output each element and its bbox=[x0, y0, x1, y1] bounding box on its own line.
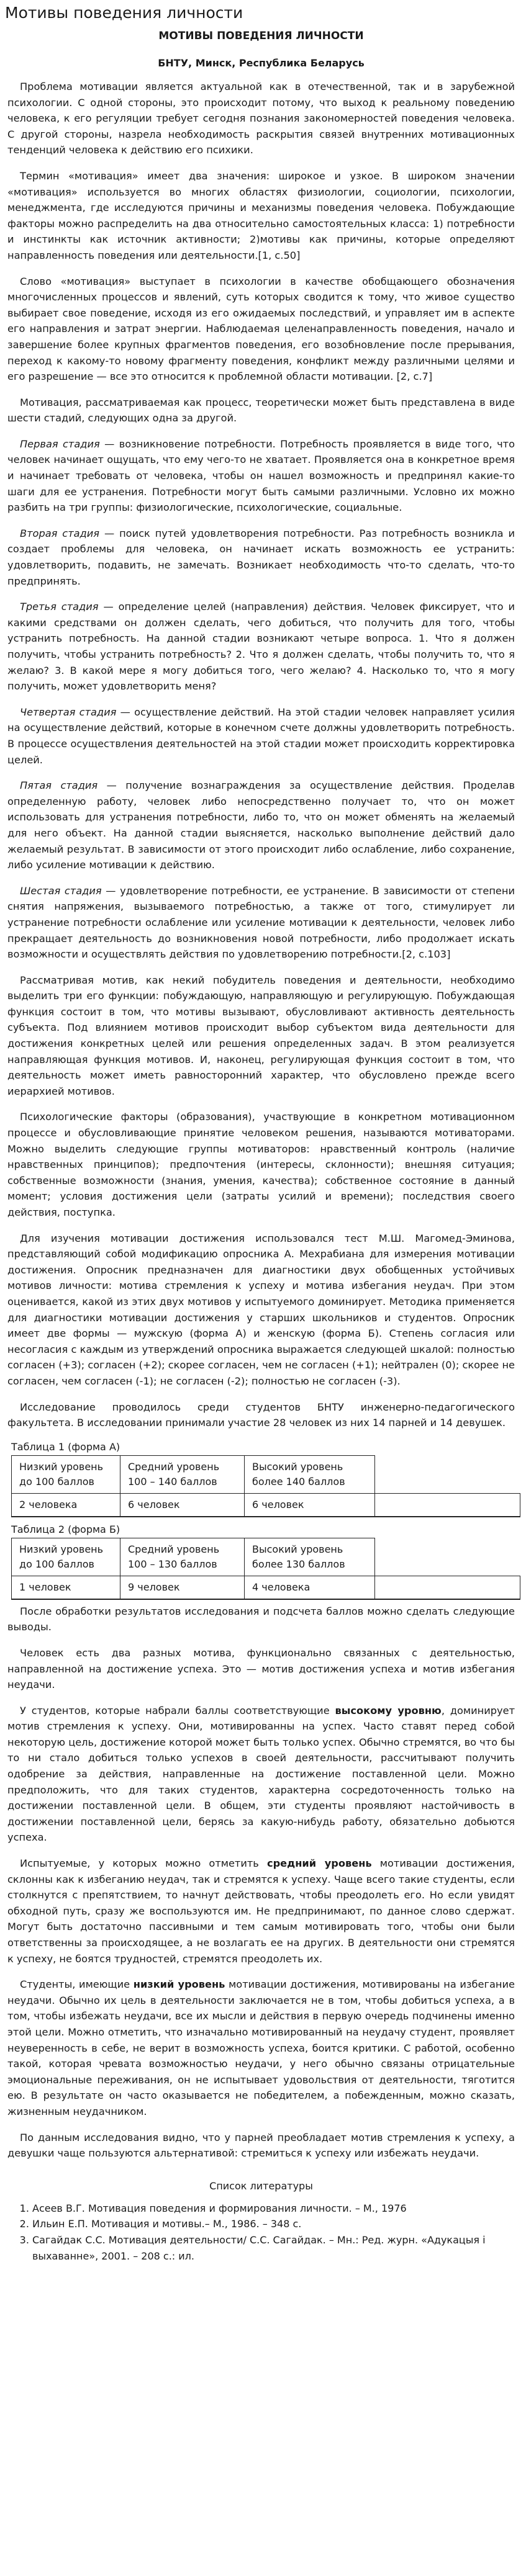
table-header-cell: Высокий уровень более 140 баллов bbox=[245, 1455, 375, 1493]
table-cell: 9 человек bbox=[120, 1576, 245, 1599]
table-empty-cell bbox=[375, 1455, 520, 1493]
highlight-level: низкий уровень bbox=[133, 1978, 225, 1991]
table-cell: 6 человек bbox=[245, 1493, 375, 1517]
article-affiliation: БНТУ, Минск, Республика Беларусь bbox=[158, 57, 365, 69]
paragraph: По данным исследования видно, что у парней преобладает мотив стремления к успеху, а девушки чаще пользуются альтернативой: стремиться к успеху или избежать неудачи. bbox=[7, 2131, 515, 2160]
reference-item: 3. Сагайдак С.С. Мотивация деятельности/ С.С. Сагайдак. – Мн.: Ред. журн. «Адукацыя і выхаванне», 2001. – 208 с.: ил. bbox=[32, 2232, 515, 2264]
stage-lead: Первая стадия bbox=[20, 438, 100, 450]
paragraph: После обработки результатов исследования и подсчета баллов можно сделать следующие выводы. bbox=[7, 1605, 515, 1633]
reference-item: 2. Ильин Е.П. Мотивация и мотивы.– М., 1986. – 348 с. bbox=[32, 2216, 515, 2232]
stage-paragraph: Вторая стадия — поиск путей удовлетворения потребности. Раз потребность возникла и создает проблемы для человека, он начинает искать возможность ее устранить: удовлетворить, подавить, не замечать. Возникает необходимость что-то сделать, что-то предпринять. bbox=[7, 527, 515, 587]
stage-paragraph: Третья стадия — определение целей (направления) действия. Человек фиксирует, что и какими средствами он должен сделать, чего добиться, что получить для того, чтобы устранить потребность. На данной стадии возникают четыре вопроса. 1. Что я должен получить, чтобы устранить потребность? 2. Что я должен сделать, чтобы получить то, что я желаю? 3. В какой мере я могу добиться того, чего желаю? 4. Насколько то, что я могу получить, может удовлетворить меня? bbox=[7, 601, 515, 693]
table-empty-cell bbox=[375, 1538, 520, 1576]
table-1 bbox=[11, 1455, 520, 1517]
table-row bbox=[12, 1576, 520, 1599]
stage-paragraph: Первая стадия — возникновение потребности. Потребность проявляется в виде того, что человек начинает ощущать, что ему чего-то не хватает. Проявляется она в конкретное время и начинает требовать от человека, чтобы он нашел возможность и предпринял какие-то шаги для ее устранения. Потребности могут быть самыми различными. Условно их можно разбить на три группы: физиологические, психологические, социальные. bbox=[7, 438, 515, 514]
stage-paragraph: Пятая стадия — получение вознаграждения за осуществление действия. Проделав определенную работу, человек либо непосредственно получает то, что он может использовать для устранения потребности, либо то, что он может обменять на желаемый для него объект. На данной стадии выясняется, насколько выполнение действий дало желаемый результат. В зависимости от этого происходит либо ослабление, либо сохранение, либо усиление мотивации к действию. bbox=[7, 779, 515, 871]
article bbox=[0, 24, 526, 2264]
paragraph: Для изучения мотивации достижения использовался тест М.Ш. Магомед-Эминова, представляющий собой модификацию опросника А. Мехрабиана для измерения мотивации достижения. Опросник предназначен для диагностики двух обобщенных устойчивых мотивов личности: мотива стремления к успеху и мотива избегания неудач. При этом оценивается, какой из этих двух мотивов у испытуемого доминирует. Методика применяется для диагностики мотивации достижения у старших школьников и студентов. Опросник имеет две формы — мужскую (форма А) и женскую (форма Б). Степень согласия или несогласия с каждым из утверждений опросника выражается следующей шкалой: полностью согласен (+3); согласен (+2); скорее согласен, чем не согласен (+1); нейтрален (0); скорее не согласен, чем согласен (-1); не согласен (-2); полностью не согласен (-3). bbox=[7, 1232, 515, 1387]
paragraph: Мотивация, рассматриваемая как процесс, теоретически может быть представлена в виде шести стадий, следующих одна за другой. bbox=[7, 396, 515, 424]
paragraph: Исследование проводилось среди студентов БНТУ инженерно-педагогического факультета. В исследовании принимали участие 28 человек из них 14 парней и 14 девушек. bbox=[7, 1401, 515, 1429]
table-cell: 1 человек bbox=[12, 1576, 120, 1599]
highlight-level: средний уровень bbox=[267, 1857, 372, 1870]
table-cell: 2 человека bbox=[12, 1493, 120, 1517]
table-cell: 4 человека bbox=[245, 1576, 375, 1599]
table-2-caption: Таблица 2 (форма Б) bbox=[11, 1523, 120, 1535]
table-2 bbox=[11, 1538, 520, 1600]
table-row bbox=[12, 1493, 520, 1517]
reference-item: 1. Асеев В.Г. Мотивация поведения и формирования личности. – М., 1976 bbox=[32, 2201, 515, 2217]
table-1-caption: Таблица 1 (форма А) bbox=[11, 1440, 120, 1453]
paragraph: Студенты, имеющие низкий уровень мотивации достижения, мотивированы на избегание неудачи. Обычно их цель в деятельности заключается не в том, чтобы добиться успеха, а в том, чтобы избежать неудачи, все их мысли и действия в первую очередь подчинены именно этой цели. Можно отметить, что изначально мотивированный на неудачу студент, проявляет неуверенность в себе, не верит в возможность успеха, боится критики. С работой, особенно такой, которая чревата возможностью неудачи, у него обычно связаны отрицательные эмоциональные переживания, он не испытывает удовольствия от деятельности, тяготится ею. В результате он часто оказывается не победителем, а побежденным, можно сказать, жизненным неудачником. bbox=[7, 1978, 515, 2117]
table-header-cell: Средний уровень 100 – 140 баллов bbox=[120, 1455, 245, 1493]
table-cell: 6 человек bbox=[120, 1493, 245, 1517]
paragraph: Психологические факторы (образования), участвующие в конкретном мотивационном процессе и обусловливающие принятие человеком решения, называются мотиваторами. Можно выделить следующие группы мотиваторов: нравственный контроль (наличие нравственных принципов); предпочтения (интересы, склонности); внешняя ситуация; собственные возможности (знания, умения, качества); собственное состояние в данный момент; условия достижения цели (затраты усилий и времени); последствия своего действия, поступка. bbox=[7, 1111, 515, 1218]
table-header-row bbox=[12, 1538, 520, 1576]
table-header-cell: Высокий уровень более 130 баллов bbox=[245, 1538, 375, 1576]
stage-paragraph: Четвертая стадия — осуществление действий. На этой стадии человек направляет усилия на осуществление действий, которые в конечном счете должны удовлетворить потребность. В процессе осуществления деятельностей на этой стадии может происходить корректировка целей. bbox=[7, 706, 515, 766]
references-list bbox=[7, 2201, 515, 2264]
paragraph: Проблема мотивации является актуальной как в отечественной, так и в зарубежной психологии. С одной стороны, это происходит потому, что выход к реальному поведению человека, к его регуляции требует сегодня познания закономерностей поведения человека. С другой стороны, назрела необходимость раскрытия связей внутренних мотивационных тенденций человека к действию его психики. bbox=[7, 81, 515, 156]
article-title: МОТИВЫ ПОВЕДЕНИЯ ЛИЧНОСТИ bbox=[158, 30, 364, 42]
table-empty-cell bbox=[375, 1576, 520, 1599]
paragraph: У студентов, которые набрали баллы соответствующие высокому уровню, доминирует мотив стремления к успеху. Они, мотивированны на успех. Часто ставят перед собой некоторую цель, достижение которой может быть только успех. Обычно стремятся, во что бы то ни стало добиться только успехов в своей деятельности, рассчитывают получить одобрение за действия, направленные на достижение поставленной цели. Можно предположить, что для таких студентов, характерна сосредоточенность только на достижении поставленной цели. В общем, эти студенты проявляют настойчивость в достижении поставленной цели, берясь за какую-нибудь работу, обязательно добьются успеха. bbox=[7, 1704, 515, 1844]
table-header-cell: Средний уровень 100 – 130 баллов bbox=[120, 1538, 245, 1576]
table-header-cell: Низкий уровень до 100 баллов bbox=[12, 1455, 120, 1493]
references-title: Список литературы bbox=[209, 2179, 313, 2192]
conclusion-paragraphs bbox=[7, 1604, 515, 2161]
table-header-row bbox=[12, 1455, 520, 1493]
stage-lead: Пятая стадия bbox=[20, 779, 98, 792]
paragraph: Слово «мотивация» выступает в психологии в качестве обобщающего обозначения многочисленных процессов и явлений, суть которых сводится к тому, что живое существо выбирает свое поведение, исходя из его ожидаемых последствий, и управляет им в аспекте его направления и затрат энергии. Наблюдаемая целенаправленность поведения, начало и завершение более крупных фрагментов поведения, его возобновление после прерывания, переход к какому-то новому фрагменту поведения, конфликт между различными целями и его разрешение — все это относится к проблемной области мотивации. [2, c.7] bbox=[7, 275, 515, 383]
paragraph: Термин «мотивация» имеет два значения: широкое и узкое. В широком значении «мотивация» используется во многих областях физиологии, социологии, психологии, менеджмента, где исследуются причины и механизмы поведения человека. Побуждающие факторы можно распределить на два относительно самостоятельных класса: 1) потребности и инстинкты как источник активности; 2)мотивы как причины, которые определяют направленность поведения или деятельности.[1, c.50] bbox=[7, 169, 515, 261]
stage-paragraph: Шестая стадия — удовлетворение потребности, ее устранение. В зависимости от степени снятия напряжения, вызываемого потребностью, а также от того, стимулирует ли устранение потребности ослабление или усиление мотивации к деятельности, человек либо прекращает деятельность до возникновения новой потребности, либо продолжает искать возможности и осуществлять действия по удовлетворению потребности.[2, c.103] bbox=[7, 884, 515, 961]
body-paragraphs bbox=[7, 79, 515, 1431]
paragraph: Испытуемые, у которых можно отметить средний уровень мотивации достижения, склонны как к избеганию неудач, так и стремятся к успеху. Чаще всего такие студенты, если столкнутся с препятствием, то начнут действовать, чтобы преодолеть его. Но если увидят обходной путь, сразу же воспользуются им. Не предпринимают, по данное слово сдержат. Могут быть достаточно пассивными и тем самым мотивировать того, чтобы они были ответственны за происходящее, а не возлагать ее на других. В деятельности они стремятся к успеху, не боятся трудностей, стремятся преодолеть их. bbox=[7, 1857, 515, 1965]
stage-lead: Четвертая стадия bbox=[20, 706, 117, 718]
table-header-cell: Низкий уровень до 100 баллов bbox=[12, 1538, 120, 1576]
stage-lead: Третья стадия bbox=[20, 601, 99, 613]
page-heading: Мотивы поведения личности bbox=[5, 4, 243, 22]
paragraph: Рассматривая мотив, как некий побудитель поведения и деятельности, необходимо выделить три его функции: побуждающую, направляющую и регулирующую. Побуждающая функция состоит в том, что мотивы вызывают, обусловливают активность деятельность субъекта. Под влиянием мотивов происходит выбор субъектом вида деятельности для достижения конкретных целей или решения определенных задач. В этом реализуется направляющая функция мотивов. И, наконец, регулирующая функция состоит в том, что деятельность может иметь равносторонний характер, что обусловлено прежде всего иерархией мотивов. bbox=[7, 974, 515, 1097]
paragraph: Человек есть два разных мотива, функционально связанных с деятельностью, направленной на достижение успеха. Это — мотив достижения успеха и мотив избегания неудачи. bbox=[7, 1646, 515, 1691]
table-empty-cell bbox=[375, 1493, 520, 1517]
stage-lead: Шестая стадия bbox=[20, 884, 102, 897]
stage-lead: Вторая стадия bbox=[20, 527, 100, 539]
highlight-level: высокому уровню bbox=[335, 1704, 442, 1717]
